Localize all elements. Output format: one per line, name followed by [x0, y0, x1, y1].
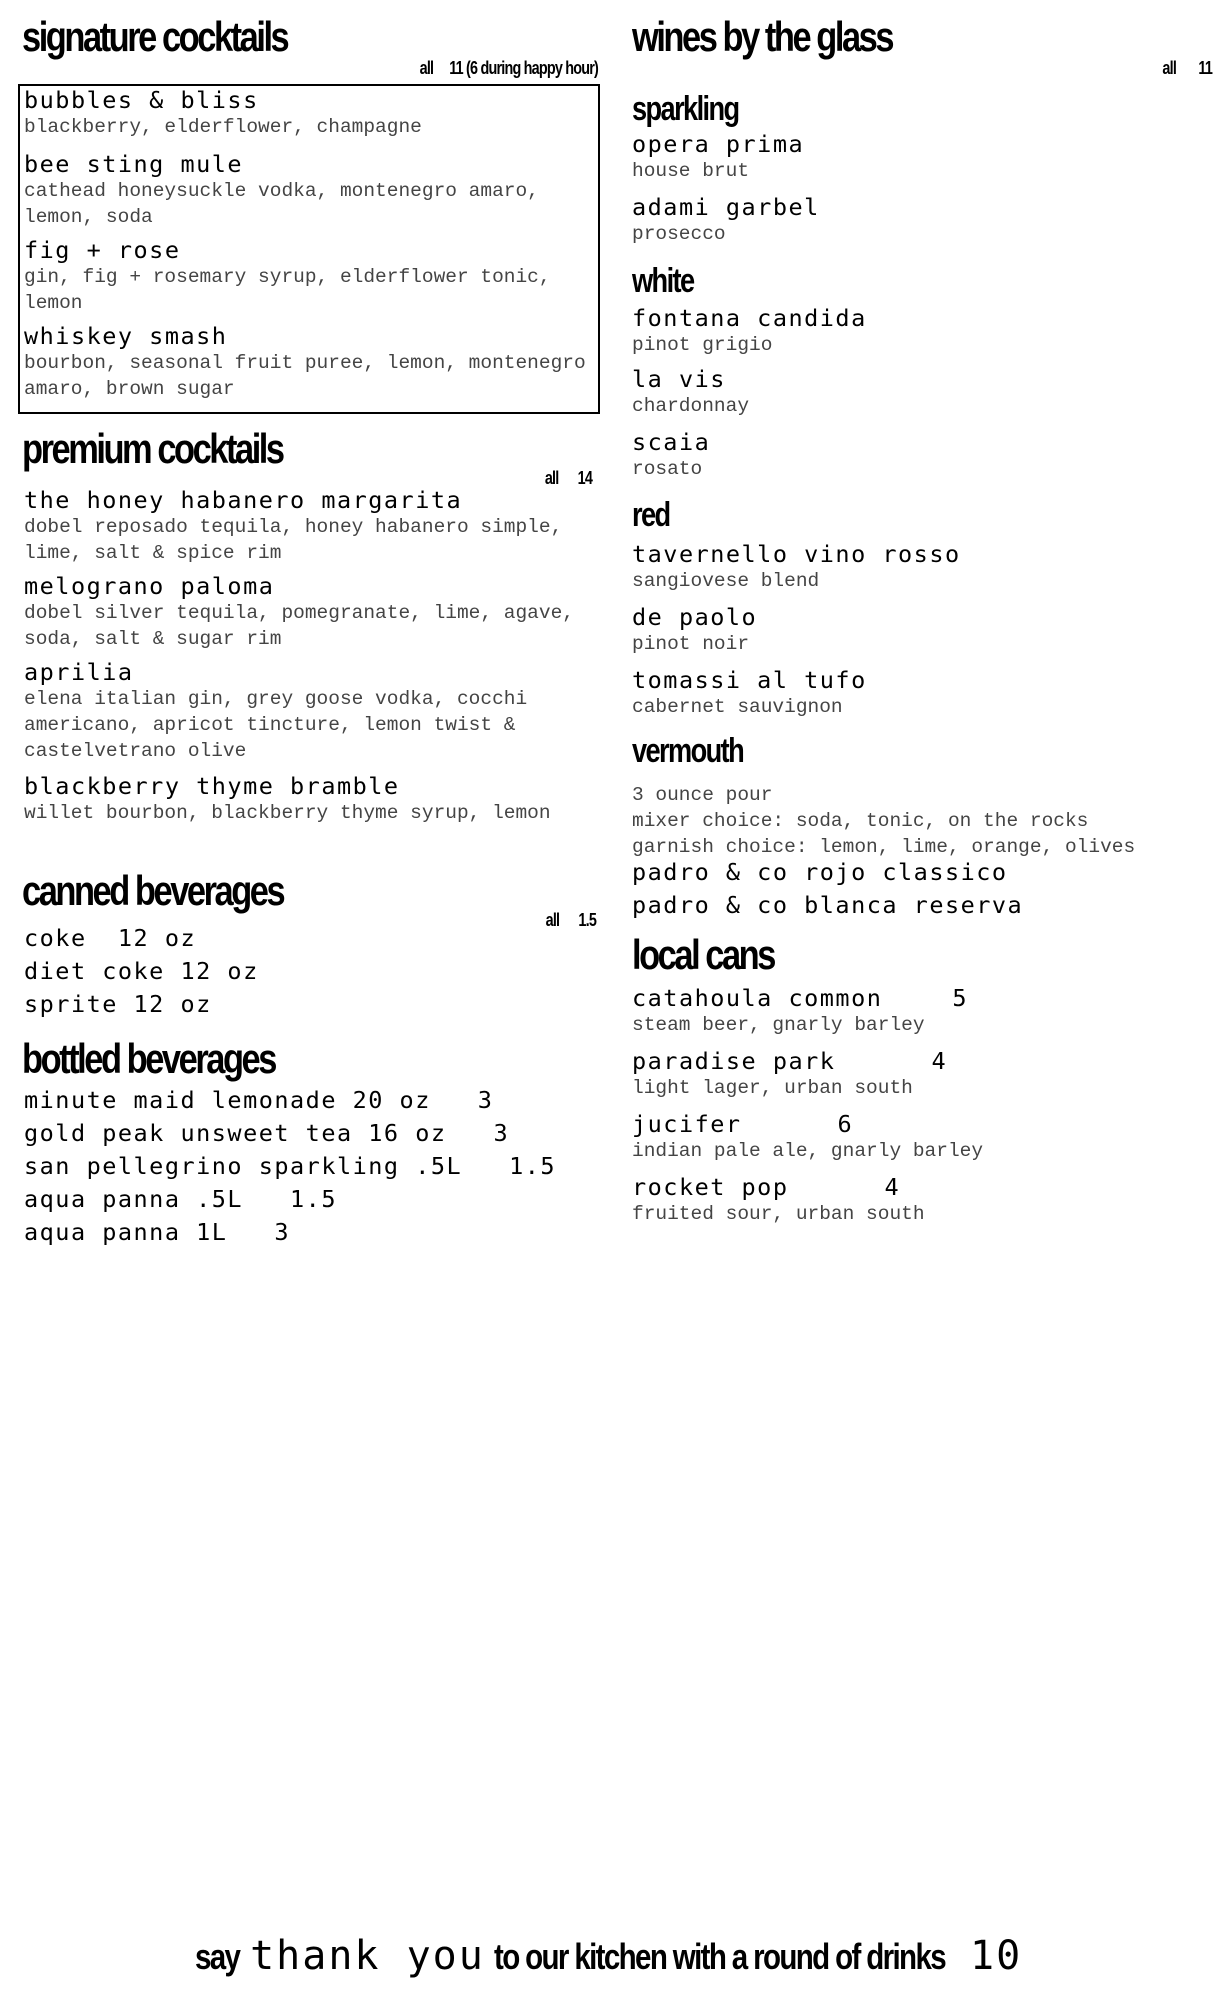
price-label [1162, 58, 1212, 79]
price-label-all: all [544, 468, 559, 488]
menu-item [632, 430, 1212, 482]
menu-item [632, 367, 1212, 430]
list-item: minute maid lemonade 20 oz 3 [24, 1086, 494, 1114]
subsection-vermouth [632, 734, 1214, 926]
menu-item [632, 542, 1212, 605]
item-name: melograno paloma [24, 572, 275, 600]
item-description: chardonnay [632, 394, 750, 417]
subsection-heading: sparkling [632, 90, 739, 128]
item-description: light lager, urban south [632, 1076, 913, 1099]
item-name: tomassi al tufo [632, 666, 867, 694]
subsection-heading: red [632, 496, 670, 534]
item-name [632, 1112, 1212, 1138]
item-name: tavernello vino rosso [632, 540, 961, 568]
price-label-all: all [1162, 58, 1176, 78]
item-name: de paolo [632, 603, 758, 631]
section-local-cans [632, 931, 1212, 1227]
list-item: diet coke 12 oz [24, 957, 259, 985]
subsection-sparkling [632, 92, 1212, 247]
menu-item [24, 774, 594, 826]
section-heading: canned beverages [22, 867, 284, 914]
price-value: 14 [577, 468, 592, 488]
item-name-text: catahoula common [632, 984, 883, 1012]
item-description: pinot grigio [632, 333, 773, 356]
footer [195, 1933, 1044, 1979]
item-description: pinot noir [632, 632, 750, 655]
menu-item [632, 195, 1212, 247]
item-description: prosecco [632, 222, 726, 245]
item-list [632, 860, 1214, 926]
item-list [632, 132, 1212, 247]
item-name: la vis [632, 365, 726, 393]
section-heading: premium cocktails [22, 425, 283, 472]
item-description: house brut [632, 159, 750, 182]
item-description: cabernet sauvignon [632, 695, 843, 718]
section-heading: local cans [632, 931, 774, 978]
item-name [632, 986, 1212, 1012]
section-heading: bottled beverages [22, 1035, 275, 1082]
item-name [632, 1049, 1212, 1075]
item-name-text: paradise park [632, 1047, 836, 1075]
list-item: san pellegrino sparkling .5L 1.5 [24, 1152, 557, 1180]
item-description: sangiovese blend [632, 569, 820, 592]
menu-item [632, 605, 1212, 668]
item-list [24, 488, 594, 826]
menu-item [632, 668, 1212, 720]
menu-item [632, 1112, 1212, 1175]
item-list [24, 926, 259, 1025]
item-list [24, 88, 594, 402]
footer-text-thank-you: thank you [250, 1933, 485, 1979]
item-name: opera prima [632, 130, 805, 158]
item-name: fontana candida [632, 304, 867, 332]
subsection-red [632, 498, 1212, 720]
price-label [420, 58, 598, 79]
list-item: sprite 12 oz [24, 990, 212, 1018]
note-line: 3 ounce pour [632, 784, 773, 806]
item-description: bourbon, seasonal fruit puree, lemon, montenegro amaro, brown sugar [24, 351, 586, 400]
menu-item [24, 574, 594, 660]
item-name-text: jucifer [632, 1110, 742, 1138]
price-label [546, 910, 596, 931]
item-description: dobel reposado tequila, honey habanero simple, lime, salt & spice rim [24, 515, 563, 564]
item-price: 4 [884, 1173, 901, 1201]
subsection-heading: vermouth [632, 732, 744, 770]
item-name-text: rocket pop [632, 1173, 789, 1201]
item-description: cathead honeysuckle vodka, montenegro amaro, lemon, soda [24, 179, 539, 228]
item-description: gin, fig + rosemary syrup, elderflower tonic, lemon [24, 265, 551, 314]
item-name: blackberry thyme bramble [24, 772, 400, 800]
menu-item [24, 238, 594, 324]
item-name: aprilia [24, 658, 134, 686]
list-item: aqua panna 1L 3 [24, 1218, 291, 1246]
item-list [632, 542, 1212, 720]
subsection-white [632, 264, 1212, 482]
list-item: aqua panna .5L 1.5 [24, 1185, 337, 1213]
list-item: padro & co rojo classico [632, 858, 1008, 886]
item-name: whiskey smash [24, 322, 228, 350]
menu-item [24, 88, 594, 152]
price-value: 1.5 [578, 910, 596, 930]
menu-item [24, 660, 594, 774]
menu-item [632, 1049, 1212, 1112]
item-list [632, 986, 1212, 1227]
footer-text-pre: say [195, 1936, 240, 1977]
item-list [632, 306, 1212, 482]
subsection-heading: white [632, 262, 694, 300]
item-description: blackberry, elderflower, champagne [24, 115, 422, 138]
note-line: garnish choice: lemon, lime, orange, olives [632, 836, 1136, 858]
item-list [24, 1088, 556, 1253]
footer-text-post: to our kitchen with a round of drinks [493, 1936, 945, 1977]
item-name: the honey habanero margarita [24, 486, 463, 514]
item-description: steam beer, gnarly barley [632, 1013, 925, 1036]
note-line: mixer choice: soda, tonic, on the rocks [632, 810, 1089, 832]
section-heading: signature cocktails [22, 13, 288, 60]
item-name: scaia [632, 428, 711, 456]
section-signature-cocktails [22, 0, 602, 420]
item-description: indian pale ale, gnarly barley [632, 1139, 984, 1162]
menu-item [632, 986, 1212, 1049]
page-number: 10 [970, 1933, 1023, 1979]
menu-item [632, 132, 1212, 195]
item-name: bubbles & bliss [24, 86, 259, 114]
item-price: 6 [837, 1110, 854, 1138]
item-name [632, 1175, 1212, 1201]
item-description: willet bourbon, blackberry thyme syrup, lemon [24, 801, 551, 824]
list-item: coke 12 oz [24, 924, 197, 952]
price-value: 11 (6 during happy hour) [449, 58, 598, 78]
price-label-all: all [419, 58, 434, 78]
list-item: padro & co blanca reserva [632, 891, 1024, 919]
price-value: 11 [1198, 58, 1212, 78]
vermouth-notes [632, 782, 1214, 860]
list-item: gold peak unsweet tea 16 oz 3 [24, 1119, 510, 1147]
menu-item [632, 1175, 1212, 1227]
section-heading: wines by the glass [632, 13, 893, 60]
item-price: 4 [931, 1047, 948, 1075]
price-label-all: all [545, 910, 560, 930]
menu-item [24, 152, 594, 238]
item-price: 5 [952, 984, 969, 1012]
item-name: fig + rose [24, 236, 181, 264]
menu-item [24, 488, 594, 574]
item-name: adami garbel [632, 193, 820, 221]
menu-item [632, 306, 1212, 367]
item-description: dobel silver tequila, pomegranate, lime, agave, soda, salt & sugar rim [24, 601, 574, 650]
item-description: fruited sour, urban south [632, 1202, 925, 1225]
price-label [545, 468, 592, 489]
menu-item [24, 324, 594, 402]
item-description: elena italian gin, grey goose vodka, cocchi americano, apricot tincture, lemon twist & castelvetrano olive [24, 687, 528, 762]
item-name: bee sting mule [24, 150, 244, 178]
item-description: rosato [632, 457, 703, 480]
